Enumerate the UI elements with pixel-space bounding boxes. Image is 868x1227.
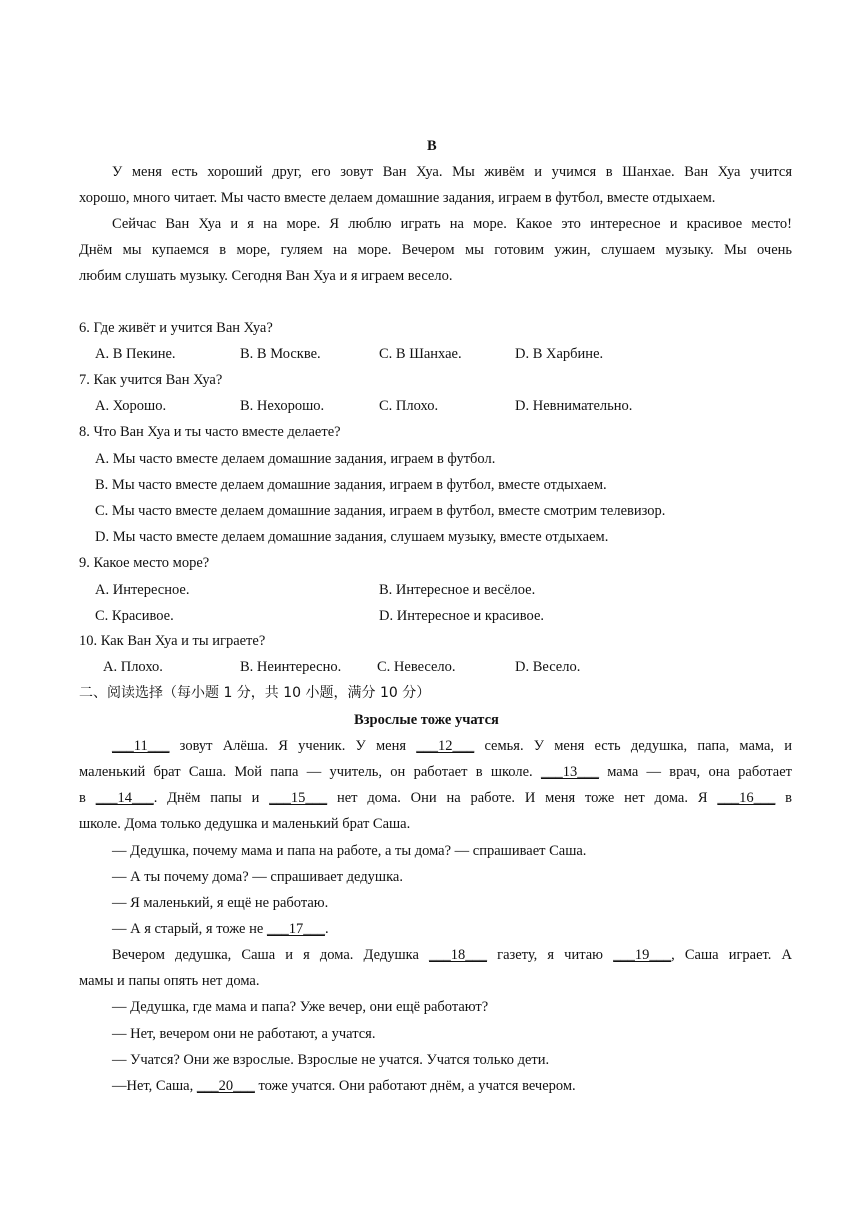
text-segment: зовут Алёша. Я ученик. У меня [179, 738, 407, 754]
option-7c: C. Плохо. [379, 398, 439, 414]
option-8a: A. Мы часто вместе делаем домашние задания, играем в футбол. [95, 451, 496, 467]
option-9c: C. Красивое. [95, 608, 174, 624]
question-7: 7. Как учится Ван Хуа? [79, 372, 223, 388]
question-6: 6. Где живёт и учится Ван Хуа? [79, 320, 273, 336]
blank-15: ___15___ [269, 790, 328, 806]
text-segment: , Саша играет. А [671, 947, 793, 963]
dialog-line: — А ты почему дома? — спрашивает дедушка. [112, 869, 403, 885]
text-segment: — А я старый, я тоже не [112, 921, 264, 937]
option-8c: C. Мы часто вместе делаем домашние задания, играем в футбол, вместе смотрим телевизор. [95, 503, 666, 519]
blank-14: ___14___ [95, 790, 154, 806]
option-7a: A. Хорошо. [95, 398, 167, 414]
blank-11: ___11___ [112, 738, 170, 754]
option-7b: B. Нехорошо. [240, 398, 325, 414]
question-8: 8. Что Ван Хуа и ты часто вместе делаете? [79, 424, 341, 440]
paragraph-line: любим слушать музыку. Сегодня Ван Хуа и я играем весело. [79, 268, 453, 284]
text-segment: . [324, 921, 329, 937]
dialog-line: — Дедушка, где мама и папа? Уже вечер, они ещё работают? [112, 999, 489, 1015]
passage-line [112, 737, 792, 755]
option-6b: B. В Москве. [240, 346, 321, 362]
blank-19: ___19___ [613, 947, 672, 963]
option-6a: A. В Пекине. [95, 346, 176, 362]
paragraph-line: хорошо, много читает. Мы часто вместе делаем домашние задания, играем в футбол, вместе отдыхаем. [79, 190, 716, 206]
blank-16: ___16___ [717, 790, 776, 806]
dialog-line: — Учатся? Они же взрослые. Взрослые не учатся. Учатся только дети. [112, 1052, 550, 1068]
blank-17: ___17___ [266, 921, 325, 937]
text-segment: тоже учатся. Они работают днём, а учатся вечером. [258, 1078, 576, 1094]
passage-line [79, 763, 792, 781]
blank-12: ___12___ [416, 738, 475, 754]
text-segment: маленький брат Саша. Мой папа — учитель, он работает в школе. [79, 764, 533, 780]
dialog-line: — Дедушка, почему мама и папа на работе, а ты дома? — спрашивает Саша. [112, 843, 587, 859]
paragraph-line: У меня есть хороший друг, его зовут Ван Хуа. Мы живём и учимся в Шанхае. Ван Хуа учится [112, 164, 792, 180]
passage-line: мамы и папы опять нет дома. [79, 973, 260, 989]
option-6c: C. В Шанхае. [379, 346, 462, 362]
paragraph-line: Сейчас Ван Хуа и я на море. Я люблю играть на море. Какое это интересное и красивое место! [112, 216, 792, 232]
blank-13: ___13___ [540, 764, 599, 780]
option-7d: D. Невнимательно. [515, 398, 633, 414]
paragraph-line: Днём мы купаемся в море, гуляем на море. Вечером мы готовим ужин, слушаем музыку. Мы очень [79, 242, 792, 258]
option-8b: B. Мы часто вместе делаем домашние задания, играем в футбол, вместе отдыхаем. [95, 477, 607, 493]
option-9b: B. Интересное и весёлое. [379, 582, 536, 598]
section-heading: B [427, 138, 437, 154]
dialog-line: — Я маленький, я ещё не работаю. [112, 895, 329, 911]
blank-18: ___18___ [429, 947, 488, 963]
text-segment: нет дома. Они на работе. И меня тоже нет дома. Я [336, 790, 708, 806]
option-9d: D. Интересное и красивое. [379, 608, 545, 624]
text-segment: в [79, 790, 86, 806]
option-9a: A. Интересное. [95, 582, 190, 598]
dialog-line: — Нет, вечером они не работают, а учатся. [112, 1026, 376, 1042]
option-10b: B. Неинтересно. [240, 659, 342, 675]
text-segment: газету, я читаю [497, 947, 604, 963]
text-segment: семья. У меня есть дедушка, папа, мама, и [484, 738, 793, 754]
text-segment: в [785, 790, 793, 806]
option-10a: A. Плохо. [103, 659, 163, 675]
question-10: 10. Как Ван Хуа и ты играете? [79, 633, 266, 649]
passage-title: Взрослые тоже учатся [354, 712, 499, 728]
section-header: 二、阅读选择（每小题 1 分，共 10 小题，满分 10 分） [79, 685, 431, 701]
dialog-line [112, 920, 329, 938]
passage-line: школе. Дома только дедушка и маленький брат Саша. [79, 816, 411, 832]
passage-line [112, 946, 792, 964]
text-segment: —Нет, Саша, [112, 1078, 194, 1094]
passage-line [79, 789, 792, 807]
option-8d: D. Мы часто вместе делаем домашние задания, слушаем музыку, вместе отдыхаем. [95, 529, 609, 545]
option-10c: C. Невесело. [377, 659, 456, 675]
blank-20: ___20___ [196, 1078, 255, 1094]
text-segment: Вечером дедушка, Саша и я дома. Дедушка [112, 947, 419, 963]
dialog-line [112, 1077, 576, 1095]
text-segment: мама — врач, она работает [607, 764, 793, 780]
text-segment: . Днём папы и [153, 790, 260, 806]
question-9: 9. Какое место море? [79, 555, 210, 571]
option-10d: D. Весело. [515, 659, 581, 675]
option-6d: D. В Харбине. [515, 346, 604, 362]
